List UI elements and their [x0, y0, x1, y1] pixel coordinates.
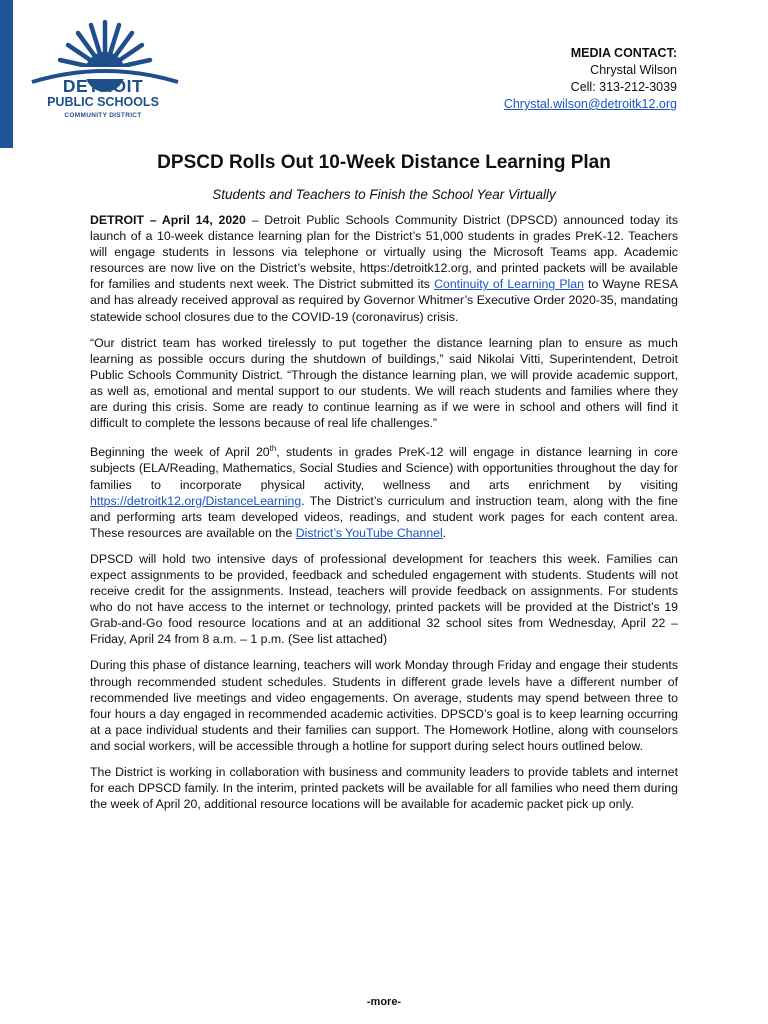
- ordinal-suffix: th: [269, 444, 277, 454]
- left-edge-bar: [0, 0, 13, 148]
- contact-cell: Cell: 313-212-3039: [570, 80, 677, 94]
- more-footer: -more-: [366, 996, 402, 1008]
- distance-learning-link[interactable]: https://detroitk12.org/DistanceLearning: [90, 493, 302, 508]
- paragraph-1-text-a: – Detroit Public Schools Community District (DPSCD) announced today its launch of a 10-week distance learning plan for the District’s 51,000 students in grades PreK-12. Teachers will engage students in lessons via telephone or virtually using the Microsoft Teams app. Academic resources are now live on the District’s website, https:/detroitk12.org, and printed packets will be available for families and students next week. The District submitted its: [90, 213, 678, 292]
- dateline: DETROIT – April 14, 2020: [90, 213, 246, 227]
- press-release-body: [90, 212, 678, 822]
- media-contact: [504, 45, 677, 113]
- contact-email-link[interactable]: Chrystal.wilson@detroitk12.org: [503, 97, 677, 111]
- logo-wordmark-community-district: COMMUNITY DISTRICT: [64, 112, 142, 119]
- youtube-channel-link[interactable]: District’s YouTube Channel: [295, 525, 443, 540]
- paragraph-5: During this phase of distance learning, teachers will work Monday through Friday and engage their students through recommended student schedules. Students in different grade levels have a different number of recommended live meetings and video engagements. On average, students may spend between three to four hours a day engaged in recommended academic activities. DPSCD’s goal is to keep learning occurring at a pace individual students and their families can support. The Homework Hotline, along with counselors and social workers, will be accessible through a hotline for support during select hours outlined below.: [90, 658, 678, 753]
- press-release-subtitle: Students and Teachers to Finish the School Year Virtually: [212, 187, 556, 202]
- paragraph-3-text-b: , students in grades PreK-12 will engage in distance learning in core subjects (ELA/Reading, Mathematics, Social Studies and Science) with opportunities throughout the day for families to incorporate physical activity, wellness and arts enrichment by visiting: [90, 445, 678, 492]
- contact-name: Chrystal Wilson: [590, 63, 677, 77]
- media-contact-label: MEDIA CONTACT:: [570, 46, 677, 60]
- continuity-of-learning-plan-link[interactable]: Continuity of Learning Plan: [434, 277, 584, 292]
- paragraph-3-text-d: .: [442, 525, 447, 540]
- paragraph-1: [90, 212, 678, 325]
- paragraph-3-text-a: Beginning the week of April 20: [90, 445, 270, 460]
- paragraph-3-text-c: . The District’s curriculum and instruction team, along with the fine and performing arts team developed videos, readings, and student work pages for each content area. These resources are available on the: [90, 493, 678, 540]
- paragraph-6: The District is working in collaboration with business and community leaders to provide tablets and internet for each DPSCD family. In the interim, printed packets will be available for all families who need them during the week of April 20, additional resource locations will be available for academic packet pick up only.: [90, 765, 678, 812]
- paragraph-1-text-b: to Wayne RESA and has already received approval as required by Governor Whitmer’s Executive Order 2020-35, mandating statewide school closures due to the COVID-19 (coronavirus) crisis.: [90, 277, 678, 324]
- press-release-title: DPSCD Rolls Out 10-Week Distance Learning Plan: [157, 152, 611, 173]
- logo-wordmark-public-schools: PUBLIC SCHOOLS: [47, 95, 159, 109]
- paragraph-3: [90, 441, 678, 541]
- logo-wordmark-detroit: DETROIT: [62, 76, 144, 96]
- paragraph-2: “Our district team has worked tirelessly to put together the distance learning plan to ensure as much learning as possible occurs during the shutdown of buildings,” said Nikolai Vitti, Superintendent, Detroit Public Schools Community District. “Through the distance learning plan, we will provide academic support, as well as, emotional and mental support to our students. We will reach students and families where they are during this crisis. Some are ready to continue learning as if we were in school and others will find it difficult to complete the lessons because of real life challenges.”: [90, 335, 678, 431]
- paragraph-4: DPSCD will hold two intensive days of professional development for teachers this week. Families can expect assignments to be provided, feedback and scheduled engagement with students. Students will not receive credit for the assignments. Instead, teachers will provide feedback on assignments. For students who do not have access to the internet or technology, printed packets will be provided at the District’s 19 Grab-and-Go food resource locations and at an additional 32 school sites from Wednesday, April 22 – Friday, April 24 from 8 a.m. – 1 p.m. (See list attached): [90, 551, 678, 647]
